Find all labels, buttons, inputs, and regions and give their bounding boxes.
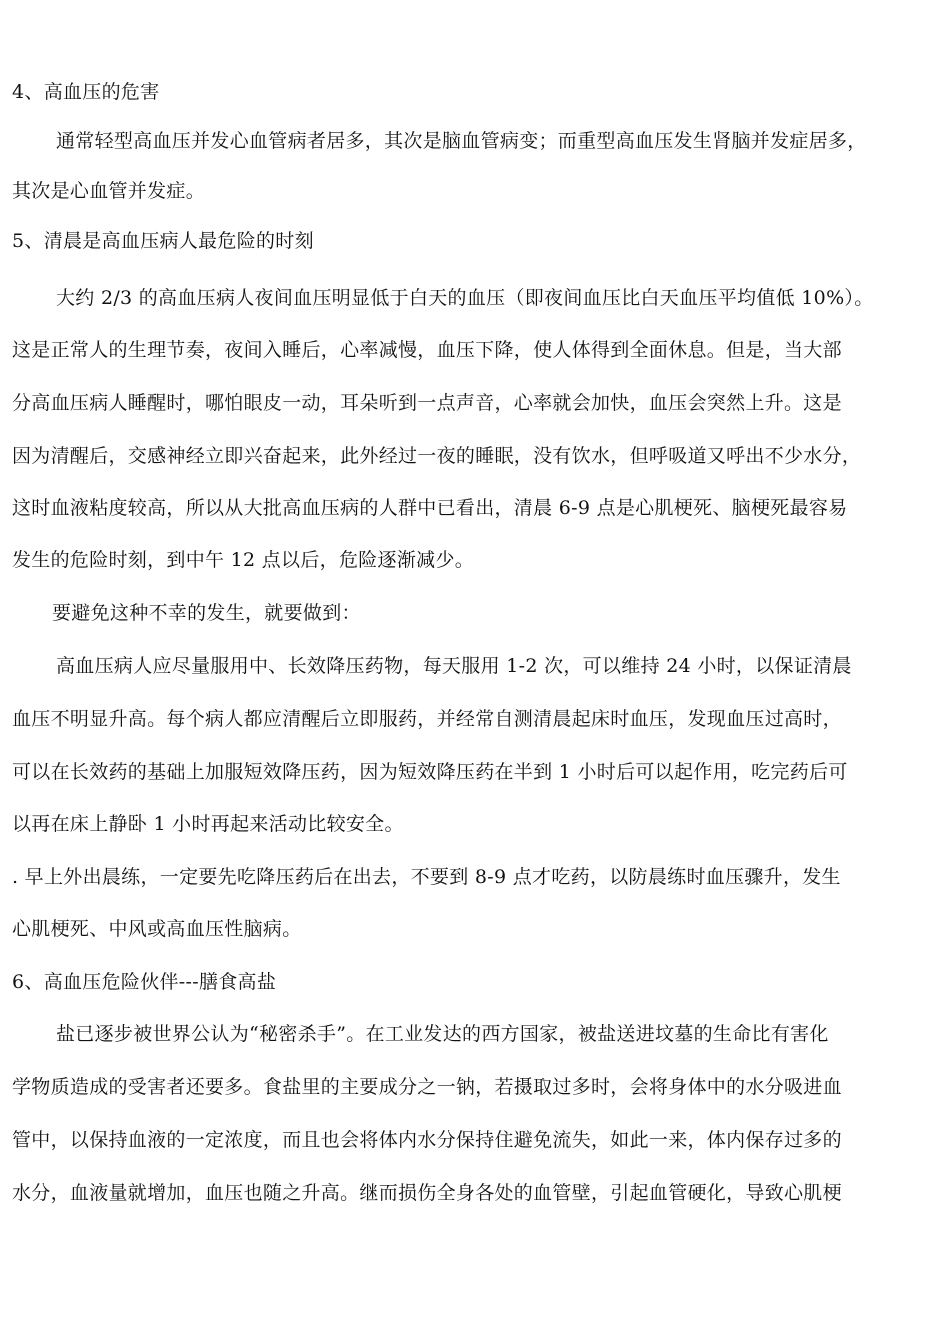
paragraph-line: 心肌梗死、中风或高血压性脑病。 [12,918,302,940]
paragraph-line: 因为清醒后，交感神经立即兴奋起来，此外经过一夜的睡眠，没有饮水，但呼吸道又呼出不少水分， [12,445,862,467]
paragraph-line: 其次是心血管并发症。 [12,180,206,202]
paragraph-line: . 早上外出晨练，一定要先吃降压药后在出去，不要到 8-9 点才吃药，以防晨练时血压骤升，发生 [12,866,841,888]
paragraph-line: 血压不明显升高。每个病人都应清醒后立即服药，并经常自测清晨起床时血压，发现血压过高时， [12,708,842,730]
paragraph-line: 管中，以保持血液的一定浓度，而且也会将体内水分保持住避免流失，如此一来，体内保存过多的 [12,1129,842,1151]
paragraph-line: 分高血压病人睡醒时，哪怕眼皮一动，耳朵听到一点声音，心率就会加快，血压会突然上升。这是 [12,392,842,414]
paragraph-line: 盐已逐步被世界公认为“秘密杀手”。在工业发达的西方国家，被盐送进坟墓的生命比有害化 [56,1023,829,1045]
paragraph-line: 高血压病人应尽量服用中、长效降压药物，每天服用 1-2 次，可以维持 24 小时，以保证清晨 [56,655,852,677]
paragraph-line: 要避免这种不幸的发生，就要做到： [52,602,361,624]
paragraph-line: 这时血液粘度较高，所以从大批高血压病的人群中已看出，清晨 6-9 点是心肌梗死、脑梗死最容易 [12,497,848,519]
paragraph-line: 以再在床上静卧 1 小时再起来活动比较安全。 [12,813,404,835]
section-heading-4: 4、高血压的危害 [12,81,160,103]
paragraph-line: 发生的危险时刻，到中午 12 点以后，危险逐渐减少。 [12,549,475,571]
paragraph-line: 这是正常人的生理节奏，夜间入睡后，心率减慢，血压下降，使人体得到全面休息。但是，当大部 [12,339,842,361]
paragraph-line: 学物质造成的受害者还要多。食盐里的主要成分之一钠，若摄取过多时，会将身体中的水分吸进血 [12,1076,842,1098]
paragraph-line: 水分，血液量就增加，血压也随之升高。继而损伤全身各处的血管壁，引起血管硬化，导致心肌梗 [12,1182,842,1204]
paragraph-line: 通常轻型高血压并发心血管病者居多，其次是脑血管病变；而重型高血压发生肾脑并发症居多， [56,130,867,152]
section-heading-6: 6、高血压危险伙伴---膳食高盐 [12,971,277,993]
section-heading-5: 5、清晨是高血压病人最危险的时刻 [12,230,314,252]
paragraph-line: 大约 2/3 的高血压病人夜间血压明显低于白天的血压（即夜间血压比白天血压平均值低 10%）。 [56,287,874,309]
paragraph-line: 可以在长效药的基础上加服短效降压药，因为短效降压药在半到 1 小时后可以起作用，吃完药后可 [12,761,848,783]
